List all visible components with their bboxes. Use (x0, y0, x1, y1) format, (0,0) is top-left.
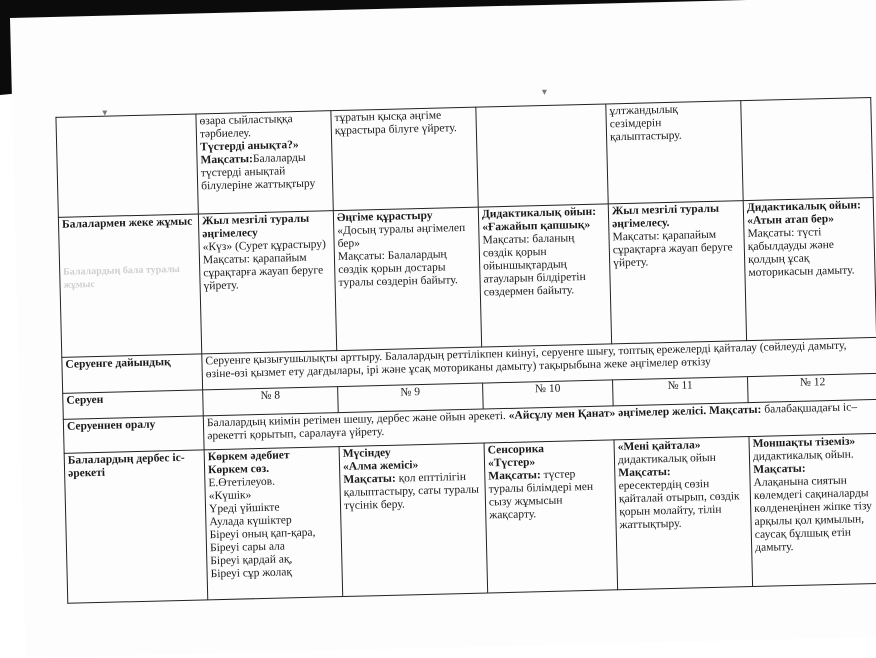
text-part: Балалардың киімін ретімен шешу, дербес және ойын әрекеті. (206, 409, 509, 430)
activity-title: Түстерді анықта?» (200, 138, 299, 154)
row-label (58, 214, 201, 357)
row-label: Серуен (63, 390, 204, 419)
goal-text: Мақсаты: түсті қабылдауды және қолдың ұсақ моторикасын дамыту. (747, 226, 855, 280)
table-row (58, 197, 876, 357)
activity-title: Сенсорика (487, 443, 545, 457)
cell (476, 104, 608, 207)
activity-subtitle: «Түстер» (487, 456, 536, 470)
table-row (56, 97, 873, 217)
cell (614, 437, 753, 590)
poem-line: «Күшік» (208, 489, 252, 503)
walk-number: № 11 (613, 377, 749, 406)
cell (198, 211, 336, 354)
text-line: ұлтжандылық (609, 103, 679, 118)
activity-title: Дидактикалық ойын: (481, 205, 597, 221)
cell (743, 197, 876, 340)
poem-line: Біреуі сары ала (209, 540, 286, 555)
activity-subtitle: «Ғажайып қапшық» (482, 218, 591, 234)
cell (606, 101, 743, 204)
table-row (64, 433, 876, 603)
document-page (10, 0, 876, 658)
cell (749, 433, 876, 586)
activity-title: «Мені қайтала» (617, 439, 701, 454)
goal-label: Мақсаты: (753, 462, 806, 476)
activity-subtitle: дидактикалық ойын (617, 451, 717, 467)
activity-subtitle: «Алма жемісі» (342, 459, 419, 473)
cell (608, 201, 746, 344)
text-part: балабақшадағы іс–әрекетті қорытып, саралауға үйрету. (207, 401, 858, 443)
goal-label: Мақсаты: (200, 153, 254, 167)
cell (741, 97, 873, 200)
activity-title: Жыл мезгілі туралы әңгімелесу. (611, 202, 720, 231)
cell (204, 447, 343, 600)
text-line: тәрбиелеу. (199, 127, 252, 141)
merged-cell: Серуенге қызығушылықты арттыру. Балалардың реттілікпен киінуі, серуенге шығу, топтық ережелерді қайталау (сөйлеуді дамыту, өзіне-өзі қызмет ету дағдылары, ірі және ұсақ моториканы дамыту) тақырыбына жеке әңгімелер өткізу (202, 337, 876, 389)
goal-label: Мақсаты: (488, 469, 541, 483)
text-line: өзара сыйластыққа (199, 113, 293, 128)
activity-subtitle: дидактикалық ойын. (752, 448, 854, 463)
poem-line: Е.Өтетілеуов. (208, 475, 276, 490)
goal-text: Мақсаты: қарапайым сұрақтарға жауап беруге үйрету. (612, 228, 733, 270)
cell (484, 440, 618, 593)
activity-title: Мүсіндеу (342, 446, 391, 460)
goal-label: Мақсаты: (343, 472, 396, 486)
cell (339, 443, 488, 596)
text-line: қалыптастыру. (609, 129, 682, 144)
cell (331, 107, 478, 211)
bleed-through-text: Балалардың бала туралы жұмыс (63, 263, 180, 291)
activity-title: Әңгіме құрастыру (336, 209, 433, 225)
goal-text: Мақсаты: қарапайым сұрақтарға жауап беруге үйрету. (202, 251, 324, 293)
poem-line: Біреуі қардай ақ, (210, 553, 293, 568)
activity-title: Көркем сөз. (207, 462, 270, 477)
activity-title: Моншақты тіземіз» (752, 435, 856, 450)
goal-text: қол епттілігін қалыптастыру, саты туралы түсінік беру. (343, 470, 480, 512)
goal-label: Мақсаты: (618, 465, 671, 480)
cell (478, 204, 611, 347)
goal-text: ересектердің сөзін қайталай отырып, сөздік қорын молайту, тілін жаттықтыру. (618, 478, 740, 532)
goal-text: Балаларды түстерді анықтай білулеріне жаттықтыру (200, 151, 316, 193)
poem-line: Үреді үйшікте (208, 501, 280, 516)
goal-text: Алақанына сиятын көлемдегі сақиналарды көлденеңінен жіпке тізу арқылы қол қимылын, саусақ бұлшық етін дамыту. (753, 474, 873, 554)
row-label: Серуеннен оралу (63, 416, 204, 453)
goal-text: Мақсаты: баланың сөздік қорын ойыншықтардың атауларын білдіретін сөздермен байыту. (482, 232, 586, 299)
scan-speck: ▾ (102, 107, 108, 119)
goal-text: түстер туралы білімдері мен сызу жұмысын жақсарту. (488, 468, 594, 522)
row-label: Серуенге дайындық (62, 354, 203, 393)
walk-number: № 10 (483, 380, 614, 409)
schedule-table (55, 97, 876, 604)
row-label-text: Балалармен жеке жұмыс (61, 215, 193, 231)
poem-line: Біреуі сұр жолақ (210, 566, 293, 581)
row-label: Балалардың дербес іс-әрекеті (64, 450, 208, 603)
poem-line: Аулада күшіктер (209, 514, 292, 529)
activity-subtitle: «Досың туралы әңгімелеп бер» (337, 221, 466, 251)
activity-title: Көркем әдебиет (207, 449, 290, 464)
cell (196, 111, 333, 214)
text-line: сезімдерін (609, 117, 662, 131)
cell (333, 207, 481, 351)
text-line: тұратын қысқа әңгіме (334, 109, 442, 125)
goal-text: Мақсаты: Балалардың сөздік қорын достары туралы сөздерін байыту. (337, 248, 458, 290)
story-title: «Айсұлу мен Қанат» әңгімелер желісі. Мақсаты: (508, 403, 762, 422)
poem-line: Біреуі оның қап-қара, (209, 526, 316, 542)
walk-number: № 8 (203, 387, 339, 416)
text-line: құрастыра білуге үйрету. (334, 122, 457, 138)
activity-title: Дидактикалық ойын: «Атын атап бер» (746, 199, 862, 228)
row-label (56, 114, 198, 217)
activity-subtitle: «Күз» (Сурет құрастыру) (202, 238, 327, 254)
walk-number: № 9 (338, 383, 484, 413)
walk-number: № 12 (747, 373, 876, 402)
activity-title: Жыл мезгілі туралы әңгімелесу (201, 212, 310, 241)
scan-speck: ▾ (541, 86, 548, 99)
